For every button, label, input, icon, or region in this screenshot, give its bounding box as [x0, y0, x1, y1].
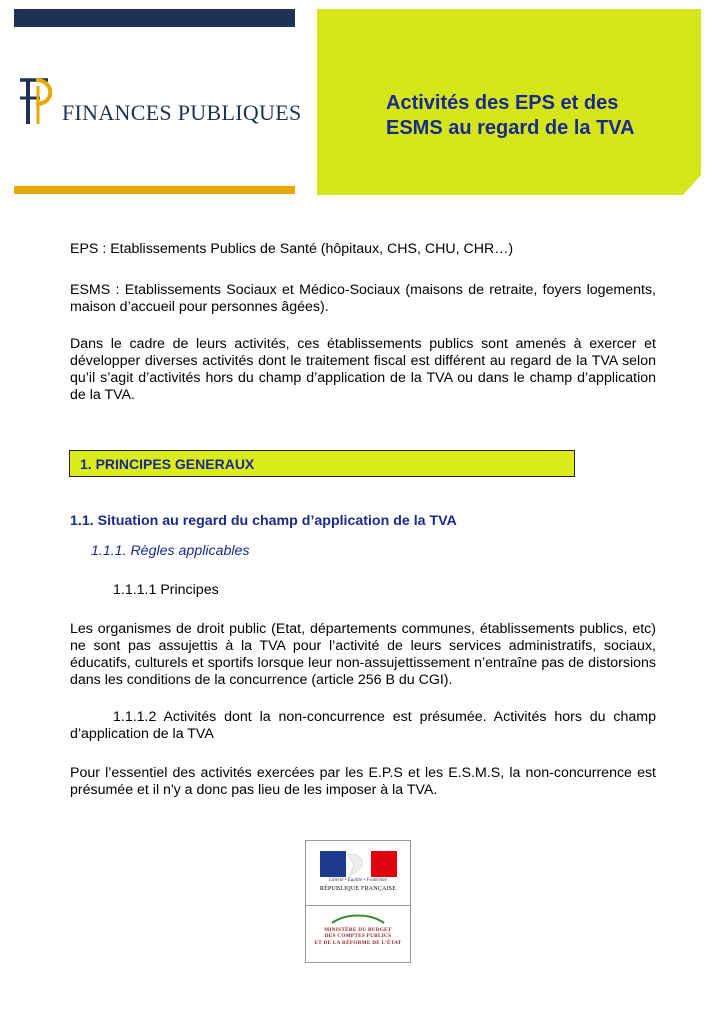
header-orange-bar — [14, 186, 295, 194]
subsubsection-title: 1.1.1. Règles applicables — [91, 543, 250, 559]
header-navy-bar — [14, 9, 295, 27]
subsection-title: 1.1. Situation au regard du champ d’application de la TVA — [70, 513, 457, 529]
government-logo-block — [305, 840, 411, 963]
republic-name: RÉPUBLIQUE FRANÇAISE — [319, 886, 397, 892]
heading-principes: 1.1.1.1 Principes — [113, 582, 219, 598]
fp-monogram-icon — [14, 76, 62, 128]
logo-wordmark: FINANCES PUBLIQUES — [62, 100, 302, 125]
document-title: Activités des EPS et des ESMS au regard de la TVA — [386, 92, 635, 139]
paragraph-context: Dans le cadre de leurs activités, ces établissements publics sont amenés à exercer et développer diverses activités dont le traitement fiscal est différent au regard de la TVA selon qu’il s’agit d’activités hors du champ d’application de la TVA ou dans le champ d’application de la TVA. — [70, 336, 656, 403]
ministry-name: MINISTÈRE DU BUDGET DES COMPTES PUBLICS ET DE LA RÉFORME DE L’ÉTAT — [314, 927, 402, 946]
ministry-arc-icon — [328, 913, 388, 925]
paragraph-essentiel: Pour l’essentiel des activités exercées par les E.P.S et les E.S.M.S, la non-concurrence est présumée et il n'y a donc pas lieu de les imposer à la TVA. — [70, 765, 656, 798]
section-title: 1. PRINCIPES GENERAUX — [80, 456, 255, 472]
paragraph-1112: 1.1.1.2 Activités dont la non-concurrence est présumée. Activités hors du champ d’application de la TVA — [70, 709, 656, 742]
paragraph-esms: ESMS : Etablissements Sociaux et Médico-Sociaux (maisons de retraite, foyers logements, maison d’accueil pour personnes âgées). — [70, 282, 656, 315]
republic-motto: Liberté • Égalité • Fraternité — [329, 878, 387, 883]
marianne-flag-icon — [320, 851, 397, 877]
paragraph-principes: Les organismes de droit public (Etat, départements communes, établissements publics, etc) ne sont pas assujettis à la TVA pour l’activité de leurs services administratifs, sociaux, éducatifs, culturels et sportifs lorsque leur non-assujettissement n’entraîne pas de distorsions dans les conditions de la concurrence (article 256 B du CGI). — [70, 621, 656, 688]
finances-publiques-logo — [14, 76, 302, 128]
section-heading-box — [69, 450, 575, 477]
paragraph-eps: EPS : Etablissements Publics de Santé (hôpitaux, CHS, CHU, CHR…) — [70, 241, 514, 257]
footer-divider — [306, 905, 410, 906]
